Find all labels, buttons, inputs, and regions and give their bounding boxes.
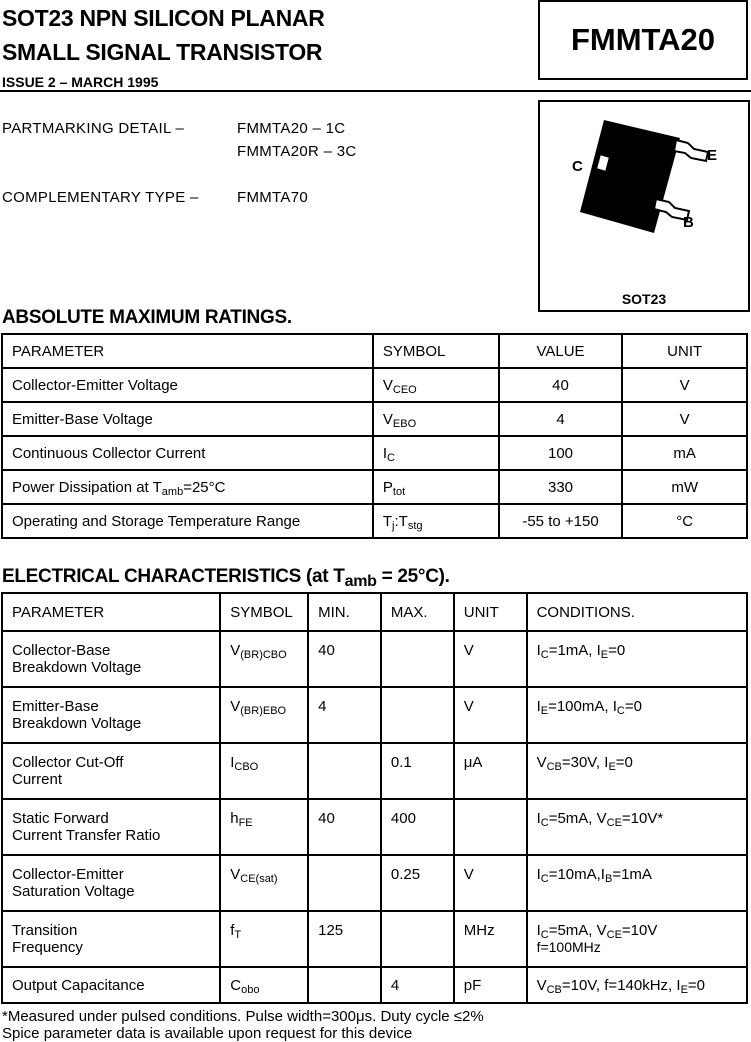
parameter-cell: Output Capacitance [2,967,220,1003]
parameter-cell: Transition Frequency [2,911,220,967]
table-row [2,911,747,967]
conditions-cell: $I_C=5mA$, $V_{CE}=10V*$ [527,799,747,855]
symbol-cell: $V_{(BR)EBO}$ [220,687,308,743]
unit-cell [454,799,527,855]
table-row [2,504,747,538]
conditions-cell: $I_C=10mA,I_B=1mA$ [527,855,747,911]
parameter-cell: Static Forward Current Transfer Ratio [2,799,220,855]
complementary-label: COMPLEMENTARY TYPE – [2,189,199,206]
min-cell: 4 [308,687,381,743]
package-name: SOT23 [621,291,667,307]
table-row [2,436,747,470]
min-cell [308,967,381,1003]
table-row [2,799,747,855]
symbol-cell: $V_{CE(sat)}$ [220,855,308,911]
symbol-cell: $f_T$ [220,911,308,967]
partmarking-value-1: FMMTA20 – 1C [237,120,346,137]
symbol-cell: $V_{EBO}$ [373,402,499,436]
unit-cell: V [622,368,747,402]
table-row [2,368,747,402]
unit-cell: V [454,855,527,911]
table-row [2,743,747,799]
min-cell: 125 [308,911,381,967]
min-cell: 40 [308,631,381,687]
header-cell: SYMBOL [220,593,308,631]
title-line-1: SOT23 NPN SILICON PLANAR [2,5,325,31]
conditions-cell: $I_C=1mA$, $I_E=0$ [527,631,747,687]
unit-cell: V [622,402,747,436]
part-number-box [538,0,748,80]
value-cell: -55 to +150 [499,504,623,538]
header-cell: VALUE [499,334,623,368]
unit-cell: mA [622,436,747,470]
symbol-cell: $V_{(BR)CBO}$ [220,631,308,687]
conditions-cell: $V_{CB}=30V$, $I_E=0$ [527,743,747,799]
table-row [2,967,747,1003]
conditions-cell: $I_E=100mA$, $I_C=0$ [527,687,747,743]
table-header-row [2,593,747,631]
symbol-cell: $T_j:T_{stg}$ [373,504,499,538]
unit-cell: mW [622,470,747,504]
parameter-cell: Continuous Collector Current [2,436,373,470]
abs-max-table [1,333,748,539]
symbol-cell: $P_{tot}$ [373,470,499,504]
header-cell: PARAMETER [2,334,373,368]
max-cell [381,911,454,967]
table-row [2,855,747,911]
unit-cell: μA [454,743,527,799]
symbol-cell: $V_{CEO}$ [373,368,499,402]
min-cell [308,743,381,799]
unit-cell: pF [454,967,527,1003]
value-cell: 4 [499,402,623,436]
complementary-value: FMMTA70 [237,189,308,206]
elec-char-title: ELECTRICAL CHARACTERISTICS (at $T_{amb} = 25^\circ C$). [2,566,450,590]
header-cell: MAX. [381,593,454,631]
header-cell: UNIT [622,334,747,368]
title-line-2: SMALL SIGNAL TRANSISTOR [2,39,323,65]
package-diagram [538,100,750,312]
max-cell [381,687,454,743]
table-header-row [2,334,747,368]
header-cell: CONDITIONS. [527,593,747,631]
max-cell: 0.25 [381,855,454,911]
parameter-cell: Collector-Emitter Saturation Voltage [2,855,220,911]
value-cell: 40 [499,368,623,402]
partmarking-label: PARTMARKING DETAIL – [2,120,185,137]
parameter-cell: Operating and Storage Temperature Range [2,504,373,538]
abs-max-title: ABSOLUTE MAXIMUM RATINGS. [2,307,292,328]
parameter-cell: Collector-Base Breakdown Voltage [2,631,220,687]
header-cell: UNIT [454,593,527,631]
header-rule [0,90,751,92]
pin-b-label: B [683,214,694,231]
table-row [2,687,747,743]
part-number: FMMTA20 [570,22,716,57]
parameter-cell: Power Dissipation at $T_{amb}=25^\circ C$ [2,470,373,504]
table-row [2,402,747,436]
min-cell: 40 [308,799,381,855]
unit-cell: °C [622,504,747,538]
parameter-cell: Emitter-Base Voltage [2,402,373,436]
unit-cell: V [454,631,527,687]
symbol-cell: $I_C$ [373,436,499,470]
issue-date: ISSUE 2 – MARCH 1995 [2,74,159,90]
min-cell [308,855,381,911]
parameter-cell: Collector-Emitter Voltage [2,368,373,402]
max-cell: 4 [381,967,454,1003]
sot23-package-icon [540,102,748,310]
symbol-cell: $h_{FE}$ [220,799,308,855]
max-cell [381,631,454,687]
header-cell: MIN. [308,593,381,631]
elec-char-table [1,592,748,1004]
pin-c-label: C [572,158,583,175]
symbol-cell: $C_{obo}$ [220,967,308,1003]
partmarking-value-2: FMMTA20R – 3C [237,143,357,160]
max-cell: 0.1 [381,743,454,799]
symbol-cell: $I_{CBO}$ [220,743,308,799]
parameter-cell: Emitter-Base Breakdown Voltage [2,687,220,743]
conditions-cell: $I_C=5mA$, $V_{CE}=10V$ f=100MHz [527,911,747,967]
conditions-cell: $V_{CB}=10V$, f=140kHz, $I_E=0$ [527,967,747,1003]
value-cell: 100 [499,436,623,470]
footnote-spice: Spice parameter data is available upon request for this device [2,1025,413,1042]
table-row [2,631,747,687]
max-cell: 400 [381,799,454,855]
table-row [2,470,747,504]
footnote-pulsed: *Measured under pulsed conditions. Pulse width=300μs. Duty cycle ≤2% [2,1008,484,1025]
pin-e-label: E [707,147,718,164]
header-cell: PARAMETER [2,593,220,631]
unit-cell: V [454,687,527,743]
header-cell: SYMBOL [373,334,499,368]
parameter-cell: Collector Cut-Off Current [2,743,220,799]
value-cell: 330 [499,470,623,504]
unit-cell: MHz [454,911,527,967]
